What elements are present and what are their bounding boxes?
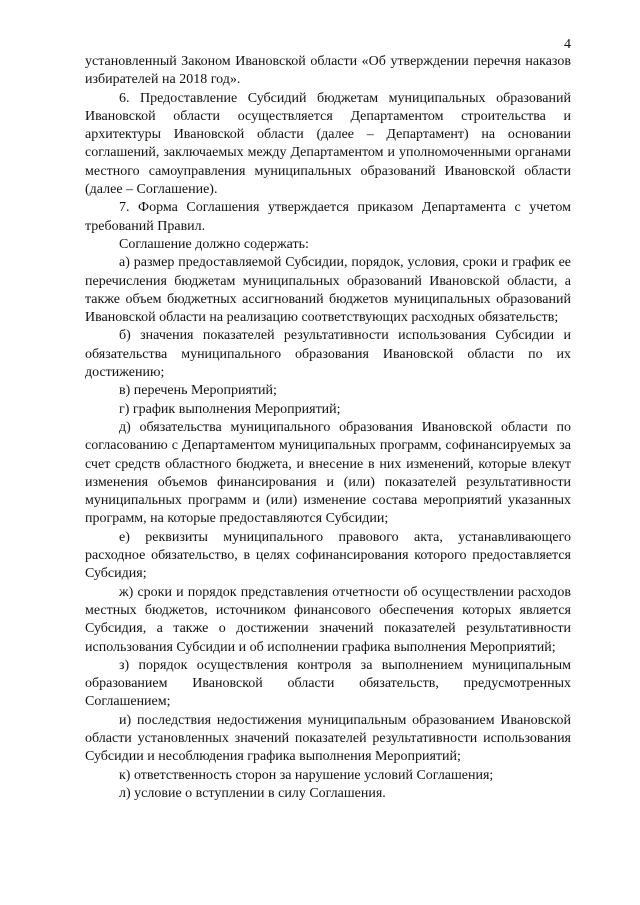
paragraph: б) значения показателей результативности использования Субсидии и обязательства муниципального образования Ивановской области по их достижению; (85, 328, 571, 381)
paragraph: ж) сроки и порядок представления отчетности об осуществлении расходов местных бюджетов, источником финансового обеспечения которых является Субсидия, а также о достижении значений показателей результативности использования Субсидии и об исполнении графика выполнения Мероприятий; (85, 584, 571, 655)
paragraph: д) обязательства муниципального образования Ивановской области по согласованию с Департаментом муниципальных программ, софинансируемых за счет средств областного бюджета, и внесение в них изменений, которые влекут изменения объемов финансирования и (или) показателей результативности муниципальных программ и (или) изменение состава мероприятий указанных программ, на которые предоставляются Субсидии; (85, 419, 571, 527)
paragraph: к) ответственность сторон за нарушение условий Соглашения; (119, 767, 494, 783)
paragraph: г) график выполнения Мероприятий; (119, 401, 341, 417)
paragraph: 6. Предоставление Субсидий бюджетам муниципальных образований Ивановской области осуществляется Департаментом строительства и архитектуры Ивановской области (далее – Департамент) на основании соглашений, заключаемых между Департаментом и уполномоченными органами местного самоуправления муниципальных образований Ивановской области (далее – Соглашение). (85, 90, 571, 198)
page-number: 4 (564, 37, 571, 52)
paragraph: и) последствия недостижения муниципальным образованием Ивановской области установленных значений показателей результативности использования Субсидии и несоблюдения графика выполнения Мероприятий; (85, 712, 571, 765)
paragraph: в) перечень Мероприятий; (119, 383, 277, 399)
paragraph: 7. Форма Соглашения утверждается приказом Департамента с учетом требований Правил. (85, 200, 571, 234)
paragraph: Соглашение должно содержать: (119, 236, 309, 252)
paragraph: е) реквизиты муниципального правового акта, устанавливающего расходное обязательство, в целях софинансирования которого предоставляется Субсидия; (85, 529, 571, 582)
paragraph: а) размер предоставляемой Субсидии, порядок, условия, сроки и график ее перечисления бюджетам муниципальных образований Ивановской области, а также объем бюджетных ассигнований бюджетов муниципальных образований Ивановской области на реализацию соответствующих расходных обязательств; (85, 255, 571, 326)
paragraph: л) условие о вступлении в силу Соглашения. (119, 785, 386, 801)
document-body (85, 53, 571, 803)
paragraph: з) порядок осуществления контроля за выполнением муниципальным образованием Ивановской области обязательств, предусмотренных Соглашением; (85, 657, 571, 710)
paragraph: установленный Законом Ивановской области «Об утверждении перечня наказов избирателей на 2018 год». (85, 54, 571, 88)
